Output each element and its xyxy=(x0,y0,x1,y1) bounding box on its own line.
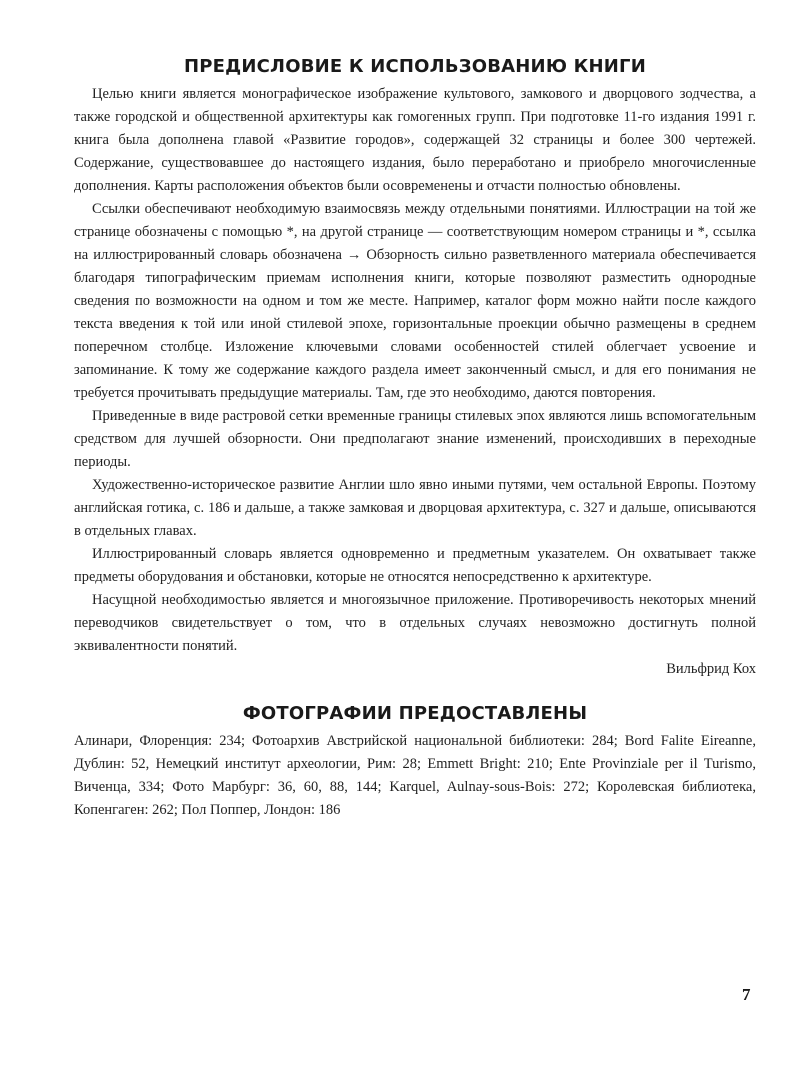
preface-paragraph-3: Приведенные в виде растровой сетки временные границы стилевых эпох являются лишь вспомогательным средством для лучшей обзорности. Они предполагают знание изменений, происходивших в переходные периоды. xyxy=(74,408,756,470)
preface-title: ПРЕДИСЛОВИЕ К ИСПОЛЬЗОВАНИЮ КНИГИ xyxy=(184,56,646,77)
preface-paragraph-1: Целью книги является монографическое изображение культового, замкового и дворцового зодчества, а также городской и общественной архитектуры как гомогенных групп. При подготовке 11-го издания 1991 г. книга была дополнена главой «Развитие городов», содержащей 32 страницы и более 300 чертежей. Содержание, существовавшее до настоящего издания, было переработано и приобрело многочисленные дополнения. Карты расположения объектов были осовременены и отчасти полностью обновлены. xyxy=(74,86,756,194)
preface-paragraph-6: Насущной необходимостью является и многоязычное приложение. Противоречивость некоторых мнений переводчиков свидетельствует о том, что в отдельных случаях невозможно достигнуть полной эквивалентности понятий. xyxy=(74,592,756,654)
credits-title: ФОТОГРАФИИ ПРЕДОСТАВЛЕНЫ xyxy=(242,703,588,724)
page-content xyxy=(74,56,756,822)
preface-paragraph-5: Иллюстрированный словарь является одновременно и предметным указателем. Он охватывает также предметы оборудования и обстановки, которые не относятся непосредственно к архитектуре. xyxy=(74,546,756,585)
credits-text: Алинари, Флоренция: 234; Фотоархив Австрийской национальной библиотеки: 284; Bord Falite Eireanne, Дублин: 52, Немецкий институт археологии, Рим: 28; Emmett Bright: 210; Ente Provinziale per il Turismo, Виченца, 334; Фото Марбург: 36, 60, 88, 144; Karquel, Aulnay-sous-Bois: 272; Королевская библиотека, Копенгаген: 262; Пол Поппер, Лондон: 186 xyxy=(74,733,756,818)
preface-paragraph-4: Художественно-историческое развитие Англии шло явно иными путями, чем остальной Европы. Поэтому английская готика, с. 186 и дальше, а также замковая и дворцовая архитектура, с. 327 и дальше, описываются в отдельных главах. xyxy=(74,477,756,539)
page-number: 7 xyxy=(742,985,751,1004)
author-signature: Вильфрид Кох xyxy=(666,661,756,677)
preface-paragraph-2: Ссылки обеспечивают необходимую взаимосвязь между отдельными понятиями. Иллюстрации на той же странице обозначены с помощью *, на другой странице — соответствующим номером страницы и *, ссылка на иллюстрированный словарь обозначена → Обзорность сильно разветвленного материала обеспечивается благодаря типографическим приемам исполнения книги, которые позволяют разместить однородные сведения по возможности на одном и том же месте. Например, каталог форм можно найти после каждого текста введения к той или иной стилевой эпохе, горизонтальные проекции обычно размещены в среднем поперечном столбце. Изложение ключевыми словами особенностей стилей облегчает усвоение и запоминание. К тому же содержание каждого раздела имеет законченный смысл, и для его понимания не требуется прочитывать предыдущие материалы. Там, где это необходимо, даются повторения. xyxy=(74,201,756,401)
